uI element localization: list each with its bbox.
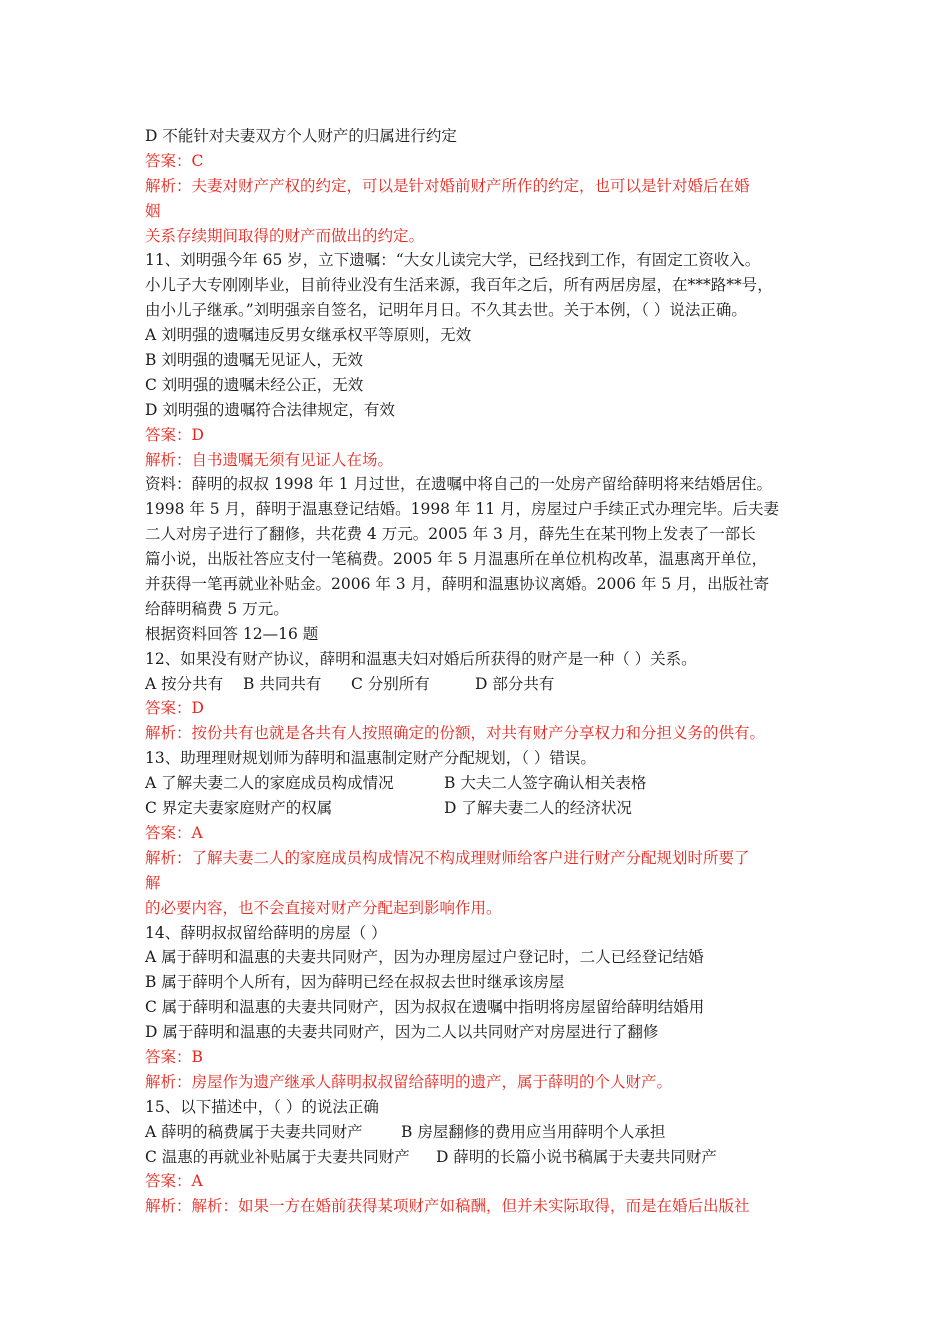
text-line: D 刘明强的遗嘱符合法律规定，有效 [145, 400, 395, 419]
q15-option-a: A 薛明的稿费属于夫妻共同财产 [145, 1122, 363, 1141]
q15-option-b: B 房屋翻修的费用应当用薛明个人承担 [401, 1122, 666, 1141]
answer-text-line: 关系存续期间取得的财产而做出的约定。 [145, 226, 425, 245]
q12-option-c: C 分别所有 [351, 674, 430, 693]
text-line: 13、助理理财规划师为薛明和温惠制定财产分配规划，（ ）错误。 [145, 749, 596, 768]
text-line: 12、如果没有财产协议，薛明和温惠夫妇对婚后所获得的财产是一种（ ）关系。 [145, 649, 697, 668]
q13-option-c: C 界定夫妻家庭财产的权属 [145, 799, 333, 818]
answer-text-line: 解析：夫妻对财产产权的约定，可以是针对婚前财产所作的约定，也可以是针对婚后在婚 [145, 176, 750, 195]
q13-option-d: D 了解夫妻二人的经济状况 [444, 799, 632, 818]
text-line: 14、薛明叔叔留给薛明的房屋（ ） [145, 923, 387, 942]
text-line: 由小儿子继承。”刘明强亲自签名，记明年月日。不久其去世。关于本例，（ ）说法正确。 [145, 301, 747, 320]
answer-text-line: 答案：D [145, 425, 204, 444]
q13-options-row1 [145, 771, 825, 796]
answer-text-line: 的必要内容，也不会直接对财产分配起到影响作用。 [145, 898, 502, 917]
answer-text-line: 解析：自书遗嘱无须有见证人在场。 [145, 450, 394, 469]
text-line: B 刘明强的遗嘱无见证人，无效 [145, 351, 363, 370]
text-line: D 属于薛明和温惠的夫妻共同财产，因为二人以共同财产对房屋进行了翻修 [145, 1023, 659, 1042]
text-line: 并获得一笔再就业补贴金。2006 年 3 月，薛明和温惠协议离婚。2006 年 5 月，出版社寄 [145, 575, 770, 594]
document-body-q12 [145, 696, 825, 771]
answer-text-line: 解析：解析：如果一方在婚前获得某项财产如稿酬，但并未实际取得，而是在婚后出版社 [145, 1197, 750, 1216]
answer-text-line: 答案：A [145, 1172, 203, 1191]
text-line: D 不能针对夫妻双方个人财产的归属进行约定 [145, 127, 457, 145]
text-line: 根据资料回答 12—16 题 [145, 624, 319, 643]
q12-option-a: A 按分共有 [145, 674, 224, 693]
answer-text-line: 答案：D [145, 699, 204, 718]
text-line: 二人对房子进行了翻修，共花费 4 万元。2005 年 3 月，薛先生在某刊物上发表了一部长 [145, 525, 756, 544]
answer-text-line: 解析：按份共有也就是各共有人按照确定的份额，对共有财产分享权力和分担义务的供有。 [145, 724, 766, 743]
text-line: A 刘明强的遗嘱违反男女继承权平等原则，无效 [145, 326, 472, 345]
document-body-q13 [145, 821, 825, 1120]
q12-options [145, 672, 825, 697]
text-line: 小儿子大专刚刚毕业，目前待业没有生活来源，我百年之后，所有两居房屋，在***路**号， [145, 276, 773, 295]
text-line: C 属于薛明和温惠的夫妻共同财产，因为叔叔在遗嘱中指明将房屋留给薛明结婚用 [145, 998, 705, 1017]
q15-options-row1 [145, 1120, 825, 1145]
q13-option-a: A 了解夫妻二人的家庭成员构成情况 [145, 774, 394, 793]
text-line: 11、刘明强今年 65 岁，立下遗嘱：“大女儿读完大学，已经找到工作，有固定工资收入。 [145, 251, 761, 270]
answer-text-line: 解析：了解夫妻二人的家庭成员构成情况不构成理财师给客户进行财产分配规划时所要了 [145, 848, 750, 867]
text-line: 篇小说，出版社答应支付一笔稿费。2005 年 5 月温惠所在单位机构改革，温惠离开单位， [145, 550, 768, 569]
answer-text-line: 答案：B [145, 1047, 203, 1066]
q15-option-c: C 温惠的再就业补贴属于夫妻共同财产 [145, 1147, 410, 1166]
q12-option-b: B 共同共有 [243, 674, 322, 693]
text-line: 给薛明稿费 5 万元。 [145, 599, 289, 618]
answer-text-line: 解析：房屋作为遗产继承人薛明叔叔留给薛明的遗产，属于薛明的个人财产。 [145, 1072, 673, 1091]
answer-text-line: 答案：A [145, 823, 203, 842]
q13-options-row2 [145, 796, 825, 821]
text-line: 资料：薛明的叔叔 1998 年 1 月过世，在遗嘱中将自己的一处房产留给薛明将来结婚居住。 [145, 475, 773, 494]
q13-option-b: B 大夫二人签字确认相关表格 [444, 774, 647, 793]
q15-option-d: D 薛明的长篇小说书稿属于夫妻共同财产 [436, 1147, 717, 1166]
answer-text-line: 姻 [145, 201, 161, 220]
text-line: C 刘明强的遗嘱未经公正，无效 [145, 375, 364, 394]
text-line: B 属于薛明个人所有，因为薛明已经在叔叔去世时继承该房屋 [145, 973, 565, 992]
answer-text-line: 答案：C [145, 151, 204, 170]
text-line: A 属于薛明和温惠的夫妻共同财产，因为办理房屋过户登记时，二人已经登记结婚 [145, 948, 704, 967]
text-line: 1998 年 5 月，薛明于温惠登记结婚。1998 年 11 月，房屋过户手续正式办理完毕。后夫妻 [145, 500, 780, 519]
q12-option-d: D 部分共有 [475, 674, 555, 693]
document-body-main [145, 124, 825, 672]
document-body-q15 [145, 1169, 825, 1219]
text-line: 15、以下描述中，（ ）的说法正确 [145, 1097, 379, 1116]
q15-options-row2 [145, 1145, 825, 1170]
document-page [145, 124, 825, 1219]
answer-text-line: 解 [145, 873, 161, 892]
